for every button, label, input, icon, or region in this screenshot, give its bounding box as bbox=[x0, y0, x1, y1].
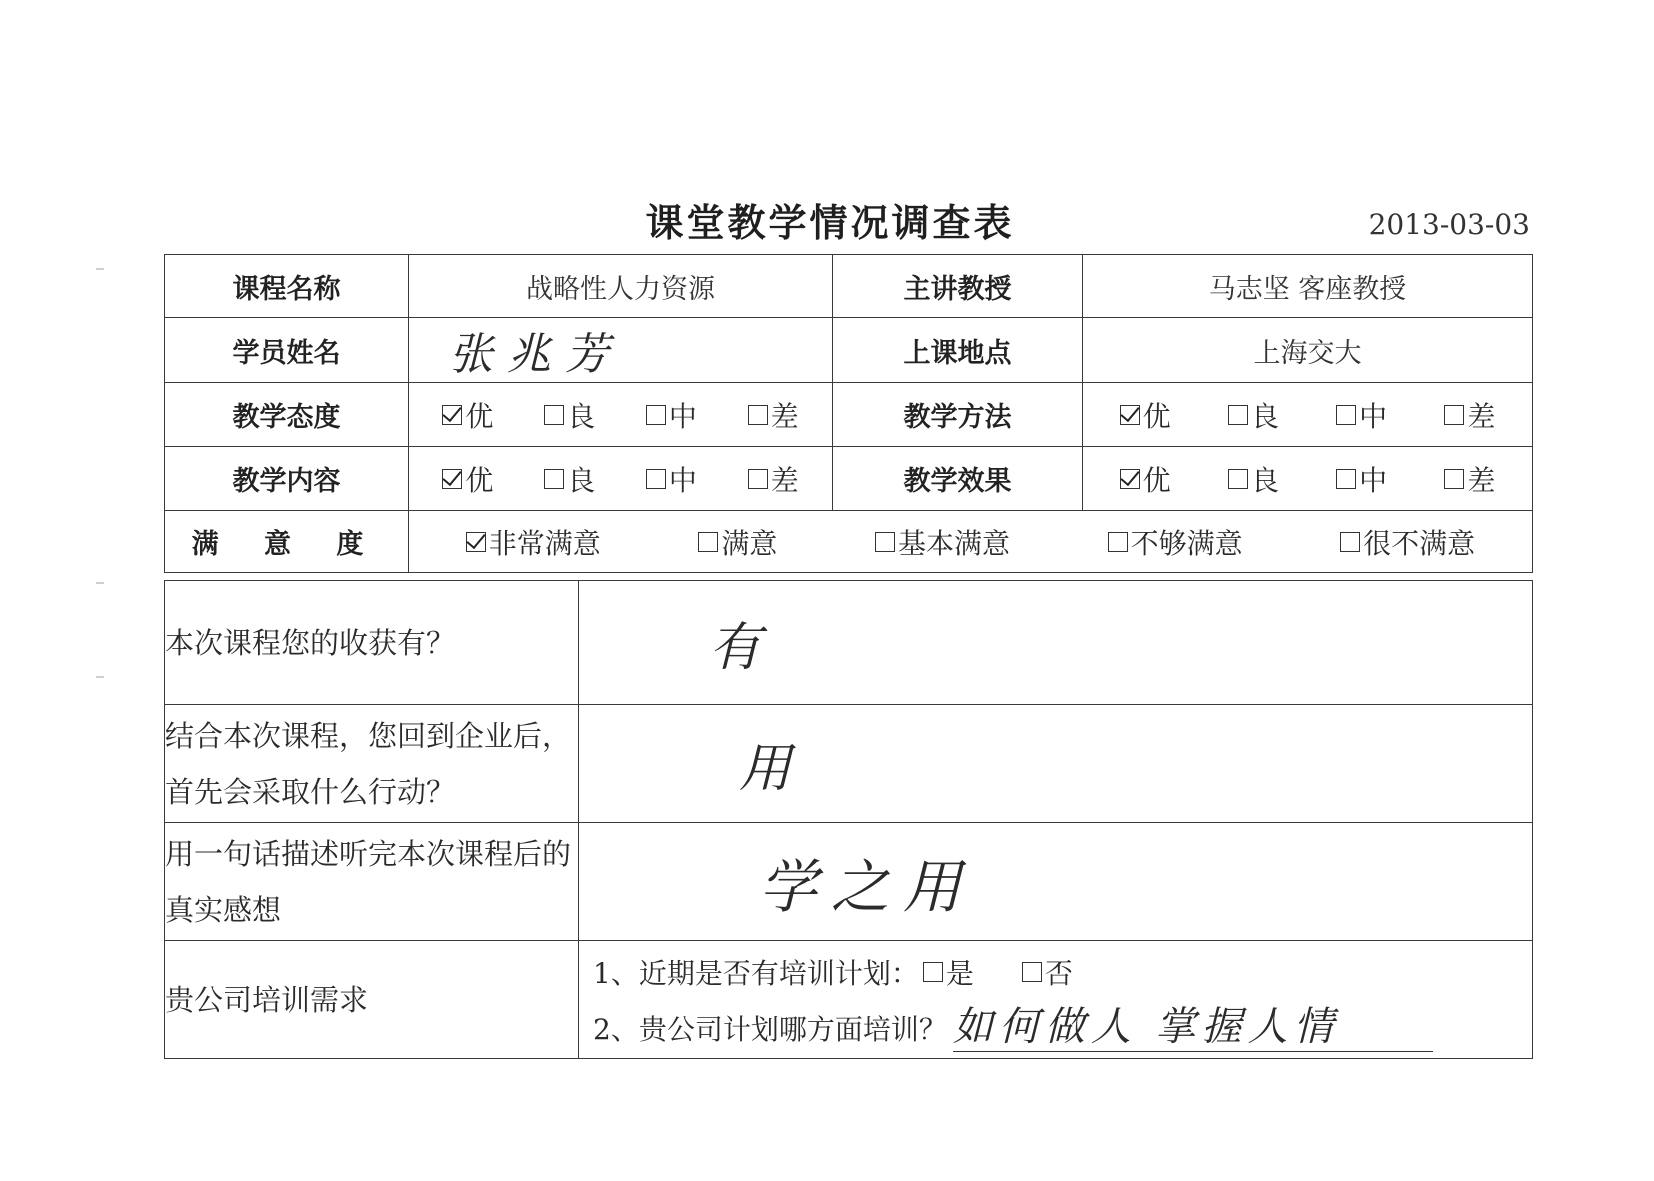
option-label: 优 bbox=[1142, 463, 1171, 497]
option-label: 差 bbox=[770, 463, 799, 497]
training-topic-question: 2、贵公司计划哪方面培训？ bbox=[593, 1012, 947, 1046]
option-label: 中 bbox=[1359, 463, 1388, 497]
option-良[interactable] bbox=[1228, 395, 1279, 435]
location-value: 上海交大 bbox=[1083, 318, 1533, 383]
location-label: 上课地点 bbox=[833, 318, 1083, 383]
option-label: 差 bbox=[1467, 463, 1496, 497]
effect-label: 教学效果 bbox=[833, 447, 1083, 511]
answer-handwriting: 有 bbox=[709, 618, 776, 678]
option-label: 基本满意 bbox=[897, 526, 1010, 560]
training-needs-cell bbox=[579, 941, 1533, 1059]
option-差[interactable] bbox=[1444, 459, 1495, 499]
option-良[interactable] bbox=[544, 459, 595, 499]
option-优[interactable] bbox=[1120, 459, 1171, 499]
option-不够满意[interactable] bbox=[1108, 522, 1243, 562]
satisfaction-options bbox=[409, 511, 1533, 573]
checkbox-empty-icon[interactable] bbox=[1340, 532, 1360, 552]
professor-value: 马志坚 客座教授 bbox=[1083, 255, 1533, 318]
training-plan-question: 1、近期是否有培训计划： bbox=[593, 956, 919, 990]
question-row bbox=[165, 581, 1533, 705]
checkbox-checked-icon[interactable] bbox=[442, 469, 462, 489]
effect-rating-group bbox=[1083, 459, 1532, 499]
checkbox-empty-icon[interactable] bbox=[875, 532, 895, 552]
answer-cell bbox=[579, 705, 1533, 823]
checkbox-empty-icon[interactable] bbox=[698, 532, 718, 552]
question-text: 结合本次课程，您回到企业后，首先会采取什么行动？ bbox=[165, 705, 579, 823]
checkbox-empty-icon[interactable] bbox=[646, 405, 666, 425]
answer-handwriting: 用 bbox=[739, 739, 806, 799]
option-label: 良 bbox=[1250, 399, 1279, 433]
question-row bbox=[165, 823, 1533, 941]
checkbox-empty-icon[interactable] bbox=[1228, 405, 1248, 425]
option-label: 非常满意 bbox=[488, 526, 601, 560]
training-topic-answer: 如何做人 掌握人情 bbox=[953, 1003, 1433, 1052]
row-course bbox=[165, 255, 1533, 318]
option-差[interactable] bbox=[748, 395, 799, 435]
effect-options bbox=[1083, 447, 1533, 511]
satisfaction-label: 满 意 度 bbox=[165, 511, 409, 573]
checkbox-empty-icon[interactable] bbox=[923, 962, 943, 982]
option-label: 满意 bbox=[721, 526, 778, 560]
content-rating-group bbox=[409, 459, 832, 499]
option-很不满意[interactable] bbox=[1340, 522, 1475, 562]
option-满意[interactable] bbox=[698, 522, 777, 562]
option-label: 中 bbox=[1359, 399, 1388, 433]
option-label: 优 bbox=[1142, 399, 1171, 433]
yes-label: 是 bbox=[945, 956, 974, 990]
option-label: 良 bbox=[567, 463, 596, 497]
option-label: 中 bbox=[668, 463, 697, 497]
checkbox-empty-icon[interactable] bbox=[544, 469, 564, 489]
option-label: 中 bbox=[668, 399, 697, 433]
survey-table bbox=[164, 254, 1533, 573]
student-name-handwriting: 张兆芳 bbox=[449, 329, 623, 380]
row-satisfaction bbox=[165, 511, 1533, 573]
option-中[interactable] bbox=[646, 459, 697, 499]
checkbox-checked-icon[interactable] bbox=[466, 532, 486, 552]
checkbox-checked-icon[interactable] bbox=[1120, 405, 1140, 425]
checkbox-empty-icon[interactable] bbox=[1336, 405, 1356, 425]
option-label: 很不满意 bbox=[1363, 526, 1476, 560]
attitude-options bbox=[409, 383, 833, 447]
method-label: 教学方法 bbox=[833, 383, 1083, 447]
option-label: 不够满意 bbox=[1130, 526, 1243, 560]
checkbox-empty-icon[interactable] bbox=[1022, 962, 1042, 982]
checkbox-checked-icon[interactable] bbox=[442, 405, 462, 425]
option-中[interactable] bbox=[1336, 459, 1387, 499]
row-content bbox=[165, 447, 1533, 511]
attitude-label: 教学态度 bbox=[165, 383, 409, 447]
option-差[interactable] bbox=[748, 459, 799, 499]
scan-mark bbox=[96, 676, 104, 678]
checkbox-empty-icon[interactable] bbox=[748, 405, 768, 425]
form-date: 2013-03-03 bbox=[1368, 208, 1530, 241]
form-title: 课堂教学情况调查表 bbox=[645, 201, 1015, 245]
checkbox-empty-icon[interactable] bbox=[1228, 469, 1248, 489]
option-label: 优 bbox=[465, 399, 494, 433]
method-rating-group bbox=[1083, 395, 1532, 435]
method-options bbox=[1083, 383, 1533, 447]
attitude-rating-group bbox=[409, 395, 832, 435]
option-良[interactable] bbox=[544, 395, 595, 435]
question-row bbox=[165, 705, 1533, 823]
content-options bbox=[409, 447, 833, 511]
answer-cell bbox=[579, 823, 1533, 941]
satisfaction-group bbox=[409, 522, 1532, 562]
content-label: 教学内容 bbox=[165, 447, 409, 511]
option-基本满意[interactable] bbox=[875, 522, 1010, 562]
checkbox-empty-icon[interactable] bbox=[1336, 469, 1356, 489]
scan-mark bbox=[96, 582, 104, 584]
option-优[interactable] bbox=[442, 395, 493, 435]
option-中[interactable] bbox=[1336, 395, 1387, 435]
question-text: 用一句话描述听完本次课程后的真实感想 bbox=[165, 823, 579, 941]
training-plan-line bbox=[579, 944, 1532, 1000]
option-良[interactable] bbox=[1228, 459, 1279, 499]
option-label: 优 bbox=[465, 463, 494, 497]
checkbox-empty-icon[interactable] bbox=[1108, 532, 1128, 552]
answer-handwriting: 学之用 bbox=[759, 852, 976, 921]
no-label: 否 bbox=[1044, 956, 1073, 990]
option-label: 差 bbox=[770, 399, 799, 433]
student-label: 学员姓名 bbox=[165, 318, 409, 383]
checkbox-empty-icon[interactable] bbox=[1444, 405, 1464, 425]
option-优[interactable] bbox=[442, 459, 493, 499]
option-非常满意[interactable] bbox=[466, 522, 601, 562]
option-label: 良 bbox=[567, 399, 596, 433]
student-value-cell bbox=[409, 318, 833, 383]
training-plan-yes[interactable] bbox=[923, 952, 974, 992]
question-text: 本次课程您的收获有？ bbox=[165, 581, 579, 705]
checkbox-empty-icon[interactable] bbox=[646, 469, 666, 489]
question-table bbox=[164, 580, 1533, 1059]
answer-cell bbox=[579, 581, 1533, 705]
professor-label: 主讲教授 bbox=[833, 255, 1083, 318]
option-中[interactable] bbox=[646, 395, 697, 435]
checkbox-checked-icon[interactable] bbox=[1120, 469, 1140, 489]
row-attitude bbox=[165, 383, 1533, 447]
checkbox-empty-icon[interactable] bbox=[1444, 469, 1464, 489]
option-差[interactable] bbox=[1444, 395, 1495, 435]
course-label: 课程名称 bbox=[165, 255, 409, 318]
training-needs-row bbox=[165, 941, 1533, 1059]
training-plan-no[interactable] bbox=[1022, 952, 1073, 992]
scan-mark bbox=[96, 268, 104, 270]
training-topic-line bbox=[579, 1000, 1532, 1056]
training-needs-label: 贵公司培训需求 bbox=[165, 941, 579, 1059]
checkbox-empty-icon[interactable] bbox=[748, 469, 768, 489]
course-value: 战略性人力资源 bbox=[409, 255, 833, 318]
checkbox-empty-icon[interactable] bbox=[544, 405, 564, 425]
option-label: 差 bbox=[1467, 399, 1496, 433]
option-label: 良 bbox=[1250, 463, 1279, 497]
row-student bbox=[165, 318, 1533, 383]
option-优[interactable] bbox=[1120, 395, 1171, 435]
